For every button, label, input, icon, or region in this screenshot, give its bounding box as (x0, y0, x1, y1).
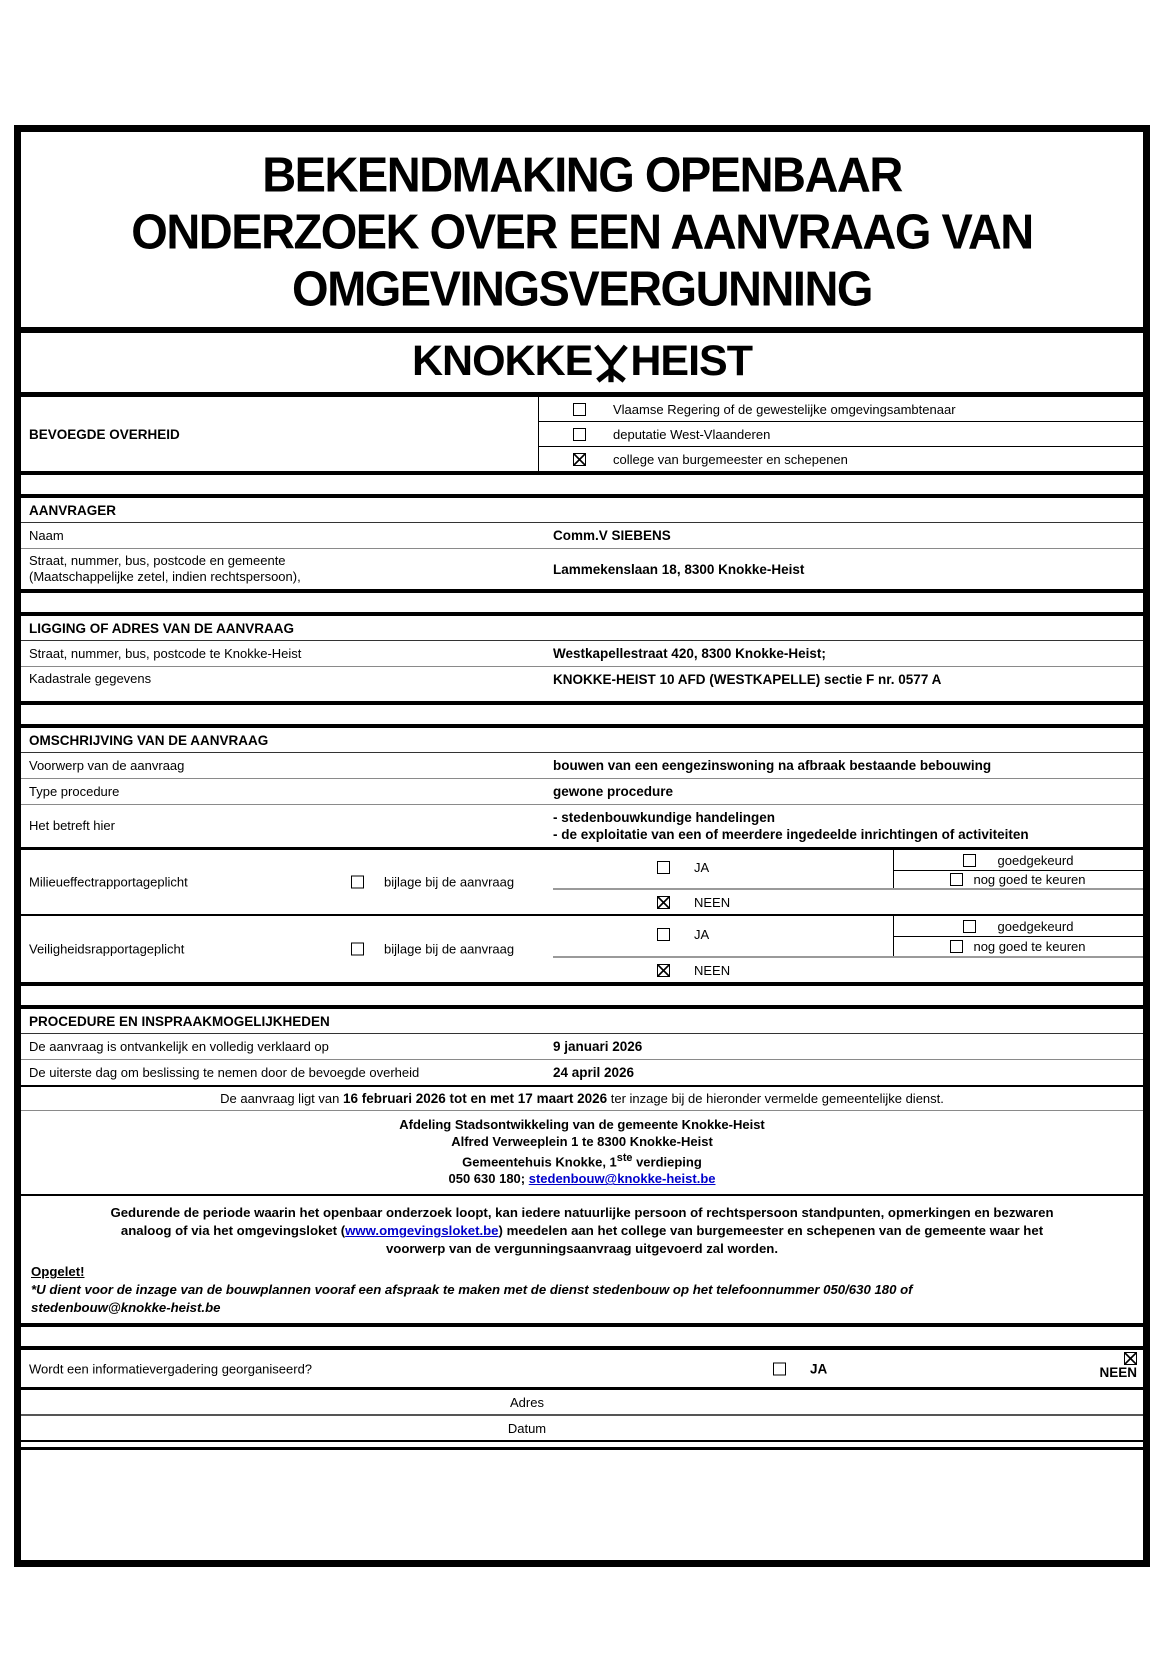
bevoegde-overheid-options (538, 397, 1143, 471)
option-label: deputatie West-Vlaanderen (613, 426, 771, 442)
veiligheid-bijlage (351, 942, 514, 957)
ontvankelijk-value: 9 januari 2026 (553, 1039, 643, 1054)
kadaster-value: KNOKKE-HEIST 10 AFD (WESTKAPELLE) sectie F nr. 0577 A (553, 672, 942, 687)
stedenbouw-email-link[interactable]: stedenbouw@knokke-heist.be (528, 1171, 716, 1187)
milieu-bijlage-checkbox[interactable] (351, 876, 364, 889)
veiligheid-goedgekeurd-checkbox[interactable] (963, 920, 976, 933)
row-uiterste-dag (21, 1060, 1143, 1087)
milieu-ja-checkbox[interactable] (657, 861, 670, 874)
veiligheid-nog-checkbox[interactable] (950, 940, 963, 953)
informatievergadering-ja-checkbox[interactable] (773, 1362, 786, 1375)
informatievergadering-ja (773, 1361, 827, 1376)
aanvrager-adres-label: Straat, nummer, bus, postcode en gemeente (Maatschappelijke zetel, indien rechtspersoon), (29, 553, 301, 584)
section-informatievergadering (21, 1346, 1143, 1560)
row-ligging-straat (21, 641, 1143, 667)
procedure-header: PROCEDURE EN INSPRAAKMOGELIJKHEDEN (21, 1009, 1143, 1034)
divider-line (553, 888, 1143, 890)
option-label: college van burgemeester en schepenen (613, 451, 848, 467)
voorwerp-value: bouwen van een eengezinswoning na afbraak bestaande bebouwing (553, 758, 992, 773)
aanvrager-adres-value: Lammekenslaan 18, 8300 Knokke-Heist (553, 561, 805, 577)
milieu-label: Milieueffectrapportageplicht (29, 874, 188, 890)
omschrijving-header: OMSCHRIJVING VAN DE AANVRAAG (21, 728, 1143, 753)
type-procedure-value: gewone procedure (553, 784, 674, 799)
divider-line (553, 956, 1143, 958)
veiligheid-neen-label: NEEN (694, 963, 731, 978)
row-aanvrager-adres (21, 549, 1143, 589)
milieu-nog-checkbox[interactable] (950, 873, 963, 886)
veiligheid-ja-label: JA (694, 927, 710, 942)
title-line-2: ONDERZOEK OVER EEN AANVRAAG VAN (131, 203, 1033, 260)
veiligheid-ja (657, 927, 709, 942)
section-ligging (21, 612, 1143, 705)
veiligheid-bijlage-label: bijlage bij de aanvraag (384, 941, 515, 957)
veiligheid-nog-label: nog goed te keuren (973, 939, 1086, 954)
deputatie-checkbox[interactable] (573, 428, 586, 441)
option-vlaamse-regering[interactable] (539, 397, 1143, 422)
milieu-neen (657, 895, 730, 910)
logo-text-right: HEIST (630, 337, 752, 385)
option-college[interactable] (539, 447, 1143, 471)
veiligheid-bijlage-checkbox[interactable] (351, 943, 364, 956)
veiligheid-goedgekeurd-label: goedgekeurd (997, 918, 1074, 934)
row-ontvankelijk (21, 1034, 1143, 1060)
row-betreft (21, 805, 1143, 850)
adres-label: Adres (510, 1394, 544, 1410)
kadaster-label: Kadastrale gegevens (29, 671, 152, 686)
naam-value: Comm.V SIEBENS (553, 528, 671, 543)
datum-label: Datum (507, 1420, 547, 1436)
ligging-header: LIGGING OF ADRES VAN DE AANVRAAG (21, 616, 1143, 641)
section-inspraak (21, 1194, 1143, 1327)
dienst-naam: Afdeling Stadsontwikkeling van de gemeente Knokke-Heist (399, 1117, 765, 1132)
milieu-nog-label: nog goed te keuren (973, 872, 1086, 887)
gemeentelijke-dienst-block (21, 1111, 1143, 1194)
document-title (21, 132, 1143, 333)
betreft-value: - stedenbouwkundige handelingen - de exploitatie van een of meerdere ingedeelde inrichtingen of activiteiten (553, 810, 1029, 842)
veiligheid-goedgekeurd (893, 916, 1143, 937)
row-type-procedure (21, 779, 1143, 805)
row-datum (21, 1416, 1143, 1442)
milieu-goedgekeurd (893, 850, 1143, 871)
dienst-adres: Alfred Verweeplein 1 te 8300 Knokke-Heist (451, 1134, 713, 1149)
milieu-goedgekeurd-checkbox[interactable] (963, 854, 976, 867)
vlaamse-regering-checkbox[interactable] (573, 403, 586, 416)
inzage-periode: 16 februari 2026 tot en met 17 maart 2026 (342, 1091, 608, 1106)
dienst-locatie: Gemeentehuis Knokke, 1ste verdieping (462, 1152, 702, 1170)
informatievergadering-vraag: Wordt een informatievergadering georganiseerd? (29, 1361, 313, 1377)
logo-text-left: KNOKKE (412, 337, 593, 385)
omgevingsloket-link[interactable]: www.omgevingsloket.be (345, 1223, 499, 1239)
section-procedure (21, 1005, 1143, 1194)
row-milieueffectrapportageplicht (21, 850, 1143, 916)
ja-label: JA (810, 1361, 828, 1377)
option-deputatie[interactable] (539, 422, 1143, 447)
college-checkbox[interactable] (573, 453, 586, 466)
veiligheid-nog-goed-te-keuren (893, 938, 1143, 955)
section-aanvrager (21, 494, 1143, 593)
milieu-bijlage-label: bijlage bij de aanvraag (384, 874, 515, 890)
milieu-ja (657, 860, 709, 875)
title-line-3: OMGEVINGSVERGUNNING (292, 260, 872, 317)
voorwerp-label: Voorwerp van de aanvraag (29, 757, 185, 773)
row-kadaster (21, 667, 1143, 701)
row-informatievergadering (21, 1350, 1143, 1390)
uiterste-dag-value: 24 april 2026 (553, 1065, 635, 1080)
veiligheid-neen (657, 963, 730, 978)
title-line-1: BEKENDMAKING OPENBAAR (262, 146, 902, 203)
ligging-straat-label: Straat, nummer, bus, postcode te Knokke-Heist (29, 645, 302, 661)
inspraak-paragraaf: Gedurende de periode waarin het openbaar onderzoek loopt, kan iedere natuurlijke persoon of rechtspersoon standpunten, opmerkingen en bezwaren analoog of via het omgevingsloket (www.omgevingsloket.be) meedelen aan het college van burgemeester en schepenen van de gemeente waar het voorwerp van de vergunningsaanvraag uitgevoerd zal worden. (110, 1205, 1054, 1257)
veiligheid-label: Veiligheidsrapportageplicht (29, 941, 185, 957)
row-naam (21, 523, 1143, 549)
municipality-logo (21, 333, 1143, 397)
milieu-bijlage (351, 875, 514, 890)
ligging-straat-value: Westkapellestraat 420, 8300 Knokke-Heist; (553, 646, 826, 661)
type-procedure-label: Type procedure (29, 783, 120, 799)
milieu-nog-goed-te-keuren (893, 871, 1143, 888)
afspraak-note: *U dient voor de inzage van de bouwplannen vooraf een afspraak te maken met de dienst stedenbouw op het telefoonnummer 050/630 180 of stedenbouw@knokke-heist.be (31, 1282, 913, 1316)
bevoegde-overheid-label: BEVOEGDE OVERHEID (29, 426, 180, 442)
neen-label: NEEN (1099, 1365, 1137, 1381)
milieu-goedgekeurd-label: goedgekeurd (997, 852, 1074, 868)
notes-empty-box (21, 1447, 1143, 1560)
option-label: Vlaamse Regering of de gewestelijke omgevingsambtenaar (613, 401, 956, 417)
veiligheid-neen-checkbox[interactable] (657, 964, 670, 977)
row-veiligheidsrapportageplicht (21, 916, 1143, 982)
betreft-label: Het betreft hier (29, 818, 115, 833)
naam-label: Naam (29, 527, 64, 543)
uiterste-dag-label: De uiterste dag om beslissing te nemen door de bevoegde overheid (29, 1064, 420, 1080)
informatievergadering-neen-checkbox[interactable] (1124, 1352, 1137, 1365)
aanvrager-header: AANVRAGER (21, 498, 1143, 523)
seagull-icon (593, 342, 629, 384)
section-bevoegde-overheid (21, 397, 1143, 475)
row-ter-inzage: De aanvraag ligt van 16 februari 2026 tot en met 17 maart 2026 ter inzage bij de hieronder vermelde gemeentelijke dienst. (21, 1087, 1143, 1111)
milieu-ja-label: JA (694, 860, 710, 875)
veiligheid-ja-checkbox[interactable] (657, 928, 670, 941)
dienst-contact: 050 630 180; stedenbouw@knokke-heist.be (448, 1171, 716, 1187)
ontvankelijk-label: De aanvraag is ontvankelijk en volledig verklaard op (29, 1038, 329, 1054)
announcement-document (14, 125, 1150, 1567)
section-omschrijving (21, 724, 1143, 986)
milieu-neen-checkbox[interactable] (657, 896, 670, 909)
informatievergadering-neen (1099, 1352, 1137, 1380)
row-voorwerp (21, 753, 1143, 779)
row-adres (21, 1390, 1143, 1416)
milieu-neen-label: NEEN (694, 895, 731, 910)
opgelet-label: Opgelet! (31, 1264, 85, 1280)
